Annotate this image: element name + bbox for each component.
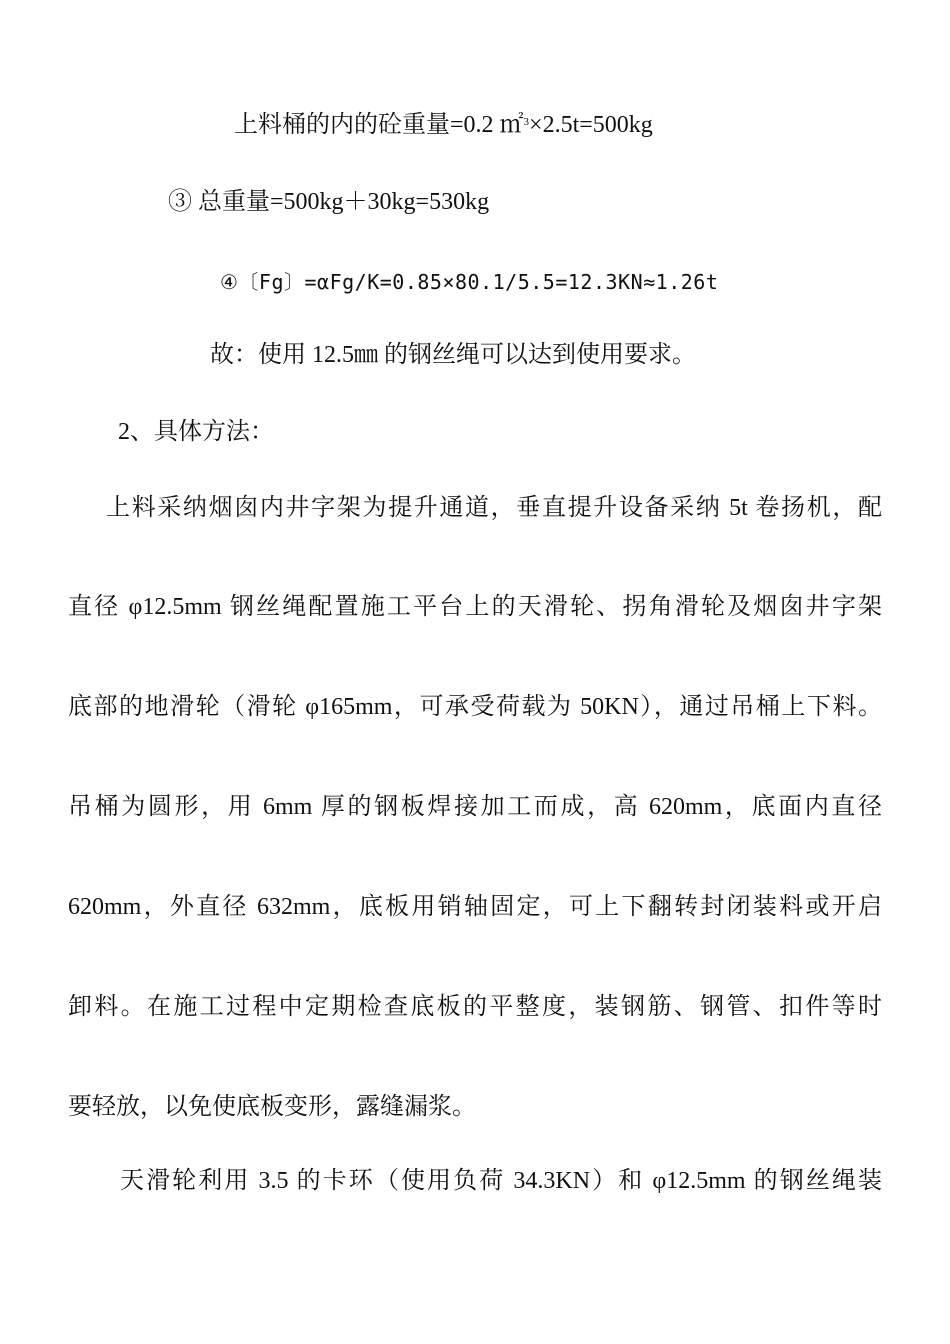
body-line-6: 卸料。在施工过程中定期检查底板的平整度，装钢筋、钢管、扣件等时 [68, 994, 882, 1020]
total-weight-line: ③ 总重量=500kg＋30kg=530kg [168, 189, 490, 215]
rope-force-formula: ④〔Fg〕=αFg/K=0.85×80.1/5.5=12.3KN≈1.26t [220, 270, 719, 294]
section-heading: 2、具体方法： [118, 419, 274, 445]
body-line-1: 上料采纳烟囱内井字架为提升通道，垂直提升设备采纳 5t 卷扬机，配 [106, 495, 882, 521]
body-line-4: 吊桶为圆形，用 6mm 厚的钢板焊接加工而成，高 620mm，底面内直径 [68, 794, 882, 820]
concrete-weight-text: 上料桶的内的砼重量=0.2 ㎡ [234, 112, 524, 138]
conclusion-line: 故：使用 12.5㎜ 的钢丝绳可以达到使用要求。 [210, 342, 696, 368]
body-line-2: 直径 φ12.5mm 钢丝绳配置施工平台上的天滑轮、拐角滑轮及烟囱井字架 [68, 594, 882, 620]
concrete-weight-result: ×2.5t=500kg [529, 112, 653, 138]
body-line-3: 底部的地滑轮（滑轮 φ165mm，可承受荷载为 50KN），通过吊桶上下料。 [68, 694, 882, 720]
cubic-superscript: 3 [523, 116, 530, 128]
concrete-weight-line [234, 110, 653, 140]
body-line-7: 要轻放，以免使底板变形，露缝漏浆。 [68, 1094, 476, 1120]
body-line-8: 天滑轮利用 3.5 的卡环（使用负荷 34.3KN）和 φ12.5mm 的钢丝绳装 [120, 1168, 882, 1194]
body-line-5: 620mm，外直径 632mm，底板用销轴固定，可上下翻转封闭装料或开启 [68, 894, 882, 920]
